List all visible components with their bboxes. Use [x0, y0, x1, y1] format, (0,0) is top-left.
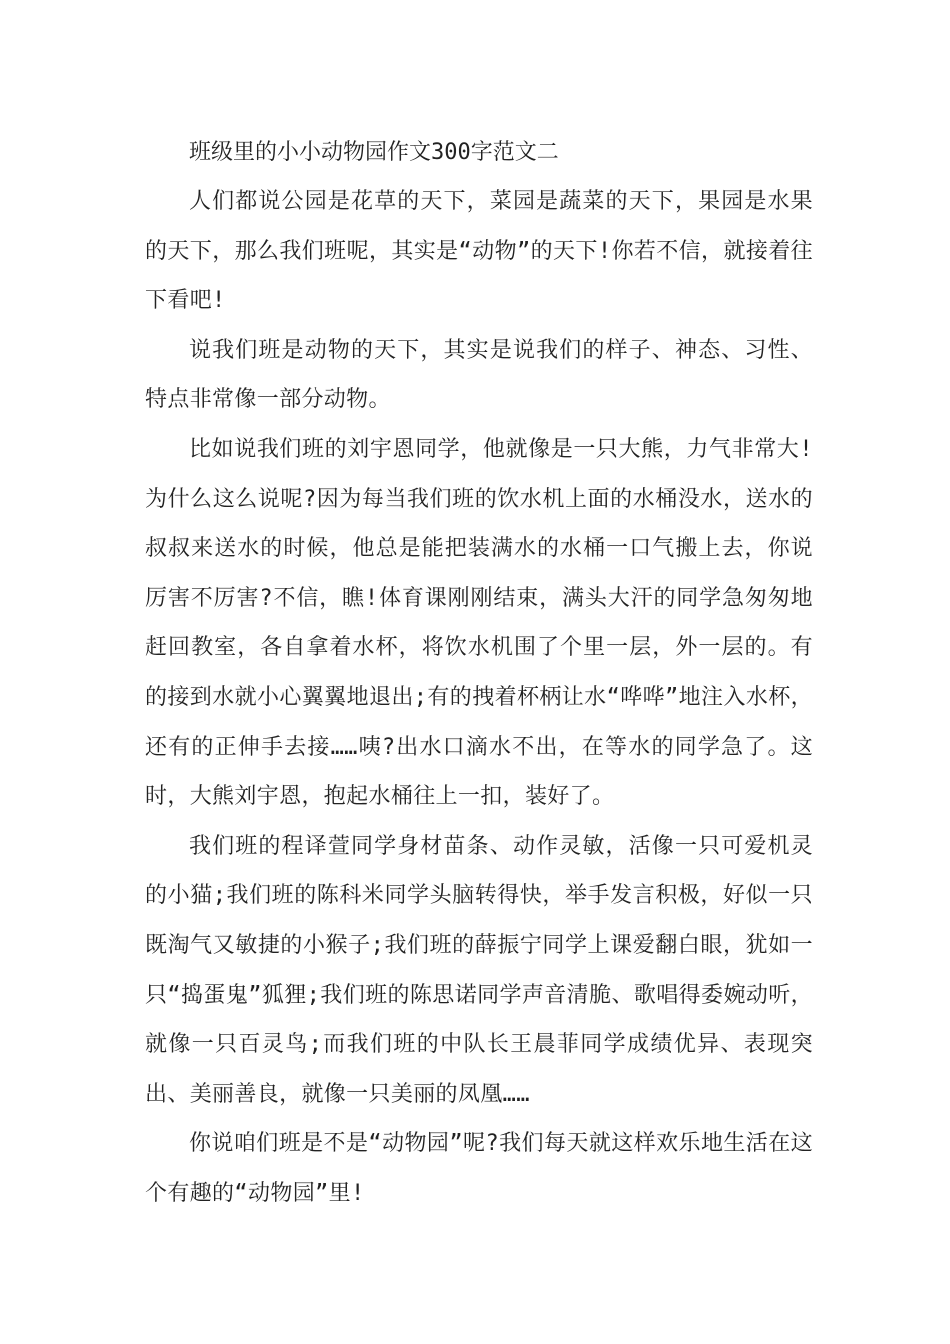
paragraph-5: 你说咱们班是不是“动物园”呢?我们每天就这样欢乐地生活在这个有趣的“动物园”里!: [145, 1131, 813, 1206]
paragraph-2: 说我们班是动物的天下，其实是说我们的样子、神态、习性、特点非常像一部分动物。: [145, 337, 813, 413]
paragraph-1: 人们都说公园是花草的天下，菜园是蔬菜的天下，果园是水果的天下，那么我们班呢，其实是“动物”的天下!你若不信，就接着往下看吧!: [145, 189, 813, 314]
paragraph-4: 我们班的程译萱同学身材苗条、动作灵敏，活像一只可爱机灵的小猫;我们班的陈科米同学头脑转得快，举手发言积极，好似一只既淘气又敏捷的小猴子;我们班的薛振宁同学上课爱翻白眼，犹如一只“捣蛋鬼”狐狸;我们班的陈思诺同学声音清脆、歌唱得委婉动听，就像一只百灵鸟;而我们班的中队长王晨菲同学成绩优异、表现突出、美丽善良，就像一只美丽的凤凰……: [145, 833, 813, 1107]
document-title: 班级里的小小动物园作文300字范文二: [189, 140, 559, 165]
document-page: [145, 128, 813, 1218]
paragraph-3: 比如说我们班的刘宇恩同学，他就像是一只大熊，力气非常大!为什么这么说呢?因为每当我们班的饮水机上面的水桶没水，送水的叔叔来送水的时候，他总是能把装满水的水桶一口气搬上去，你说厉害不厉害?不信，瞧!体育课刚刚结束，满头大汗的同学急匆匆地赶回教室，各自拿着水杯，将饮水机围了个里一层，外一层的。有的接到水就小心翼翼地退出;有的拽着杯柄让水“哗哗”地注入水杯，还有的正伸手去接……咦?出水口滴水不出，在等水的同学急了。这时，大熊刘宇恩，抱起水桶往上一扣，装好了。: [145, 436, 813, 810]
